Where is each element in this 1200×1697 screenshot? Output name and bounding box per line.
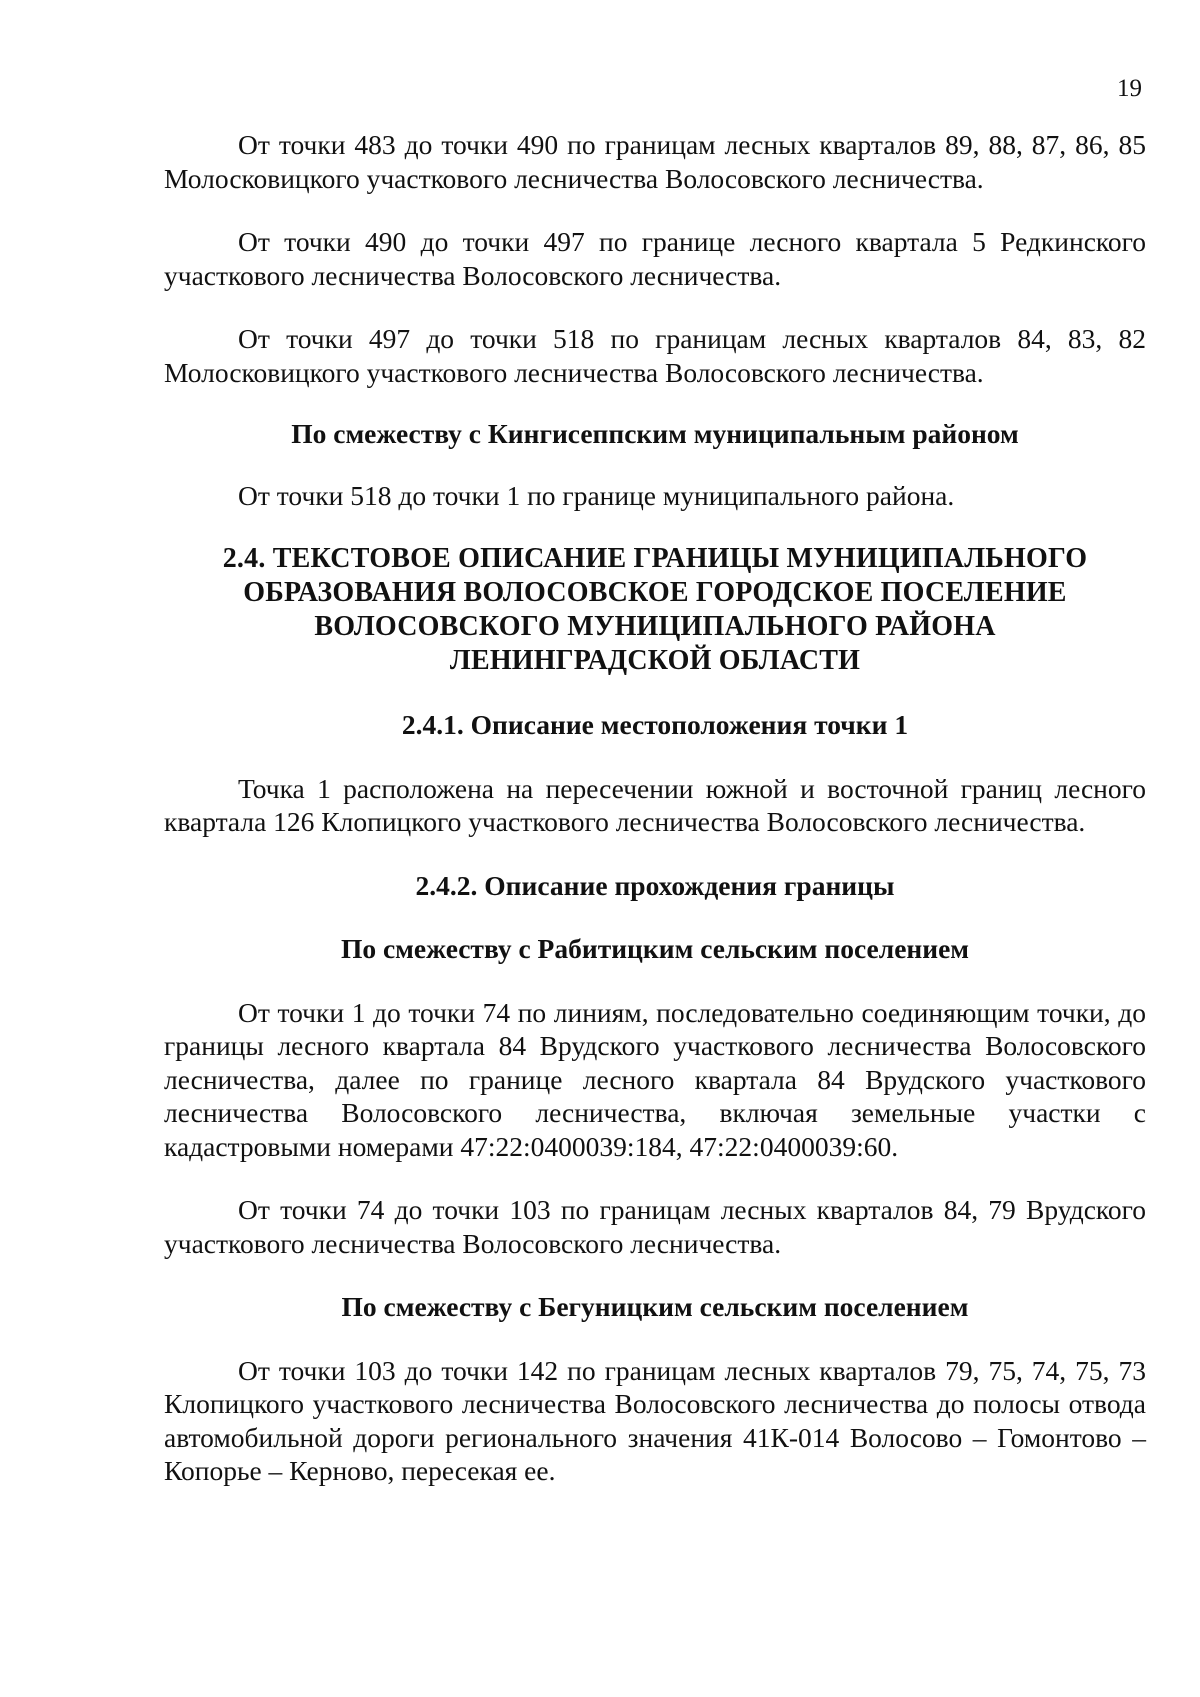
paragraph: От точки 490 до точки 497 по границе лесного квартала 5 Редкинского участкового лесничества Волосовского лесничества. [164,226,1146,291]
section-title-line: ВОЛОСОВСКОГО МУНИЦИПАЛЬНОГО РАЙОНА [314,611,996,642]
paragraph: От точки 497 до точки 518 по границам лесных кварталов 84, 83, 82 Молосковицкого участкового лесничества Волосовского лесничества. [164,323,1146,388]
section-title-line: ОБРАЗОВАНИЯ ВОЛОСОВСКОЕ ГОРОДСКОЕ ПОСЕЛЕНИЕ [243,577,1067,608]
section-title-line: 2.4. ТЕКСТОВОЕ ОПИСАНИЕ ГРАНИЦЫ МУНИЦИПАЛЬНОГО [222,543,1088,574]
paragraph: От точки 74 до точки 103 по границам лесных кварталов 84, 79 Врудского участкового лесничества Волосовского лесничества. [164,1194,1146,1259]
document-body [164,128,1146,1488]
subheading-rabititsy: По смежеству с Рабитицким сельским поселением [340,933,970,964]
subheading-begunitsy: По смежеству с Бегуницким сельским поселением [341,1291,969,1322]
paragraph: Точка 1 расположена на пересечении южной и восточной границ лесного квартала 126 Клопицкого участкового лесничества Волосовского лесничества. [164,772,1146,837]
paragraph: От точки 518 до точки 1 по границе муниципального района. [238,479,955,511]
subheading-kingisepp: По смежеству с Кингисеппским муниципальным районом [291,418,1019,449]
section-title [164,542,1146,678]
paragraph: От точки 1 до точки 74 по линиям, последовательно соединяющим точки, до границы лесного квартала 84 Врудского участкового лесничества Волосовского лесничества, далее по границе лесного квартала 84 Врудского участкового лесничества Волосовского лесничества, включая земельные участки с кадастровыми номерами 47:22:0400039:184, 47:22:0400039:60. [164,996,1146,1162]
subsection-heading-2-4-2: 2.4.2. Описание прохождения границы [415,869,895,901]
section-title-line: ЛЕНИНГРАДСКОЙ ОБЛАСТИ [449,645,861,676]
paragraph: От точки 103 до точки 142 по границам лесных кварталов 79, 75, 74, 75, 73 Клопицкого участкового лесничества Волосовского лесничества до полосы отвода автомобильной дороги регионального значения 41К-014 Волосово – Гомонтово – Копорье – Керново, пересекая ее. [164,1354,1146,1486]
page-number: 19 [1117,75,1142,102]
paragraph: От точки 483 до точки 490 по границам лесных кварталов 89, 88, 87, 86, 85 Молосковицкого участкового лесничества Волосовского лесничества. [164,129,1146,194]
subsection-heading-2-4-1: 2.4.1. Описание местоположения точки 1 [401,709,909,740]
